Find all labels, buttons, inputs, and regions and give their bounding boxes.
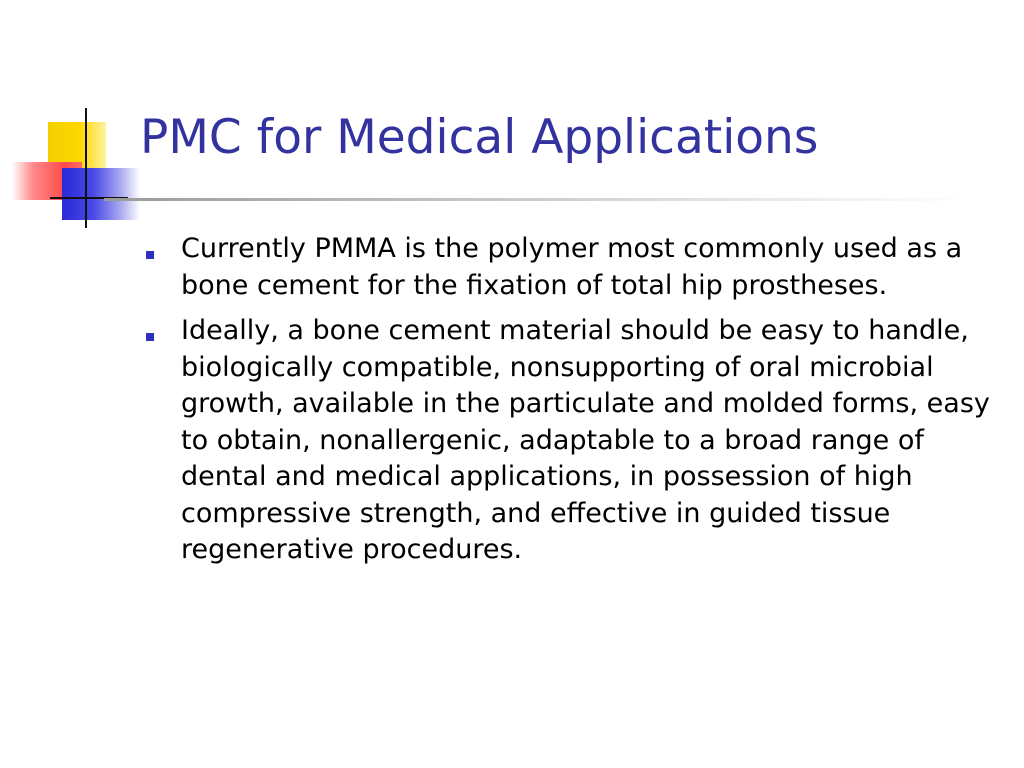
slide-title: PMC for Medical Applications [140,110,819,165]
bullet-item [140,313,1000,569]
blue-square [62,168,140,220]
bullet-text: Ideally, a bone cement material should be easy to handle, biologically compatible, nonsupporting of oral microbial growth, available in the particulate and molded forms, easy to obtain, nonallergenic, adaptable to a broad range of dental and medical applications, in possession of high compressive strength, and effective in guided tissue regenerative procedures. [181,315,990,565]
square-bullet-icon [146,333,154,341]
bullet-item [140,231,1000,304]
title-divider [104,198,974,201]
bullet-list [140,231,1000,578]
square-bullet-icon [146,251,154,259]
bullet-text: Currently PMMA is the polymer most commonly used as a bone cement for the fixation of total hip prostheses. [181,233,963,301]
vertical-crosshair-line [85,108,87,228]
decorative-squares-logo [0,0,140,240]
